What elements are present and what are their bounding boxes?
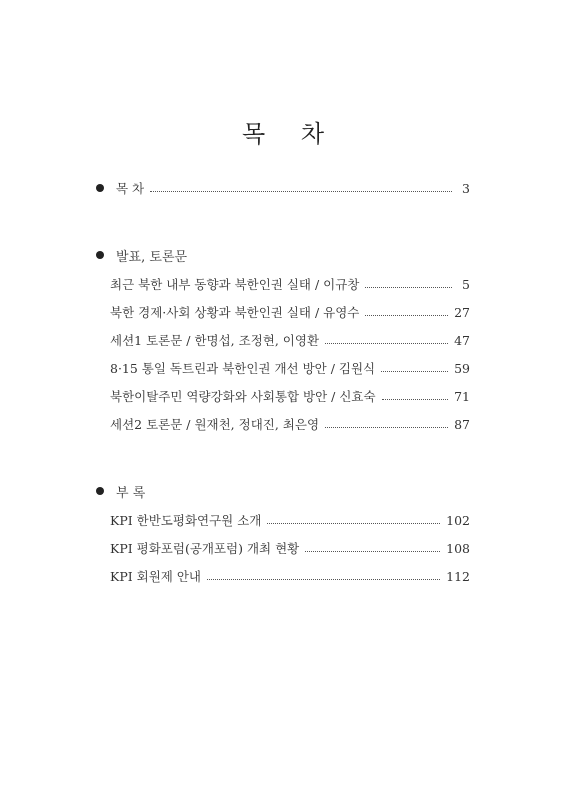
toc-item-page: 5 [462,276,470,292]
toc-entry-contents[interactable] [96,179,470,197]
toc-item-page: 112 [446,568,470,584]
toc-item-text: KPI 평화포럼(공개포럼) 개최 현황 [110,541,300,556]
toc-item-page: 27 [454,304,470,320]
section-heading-presentations [96,246,187,264]
toc-item-text: KPI 회원제 안내 [110,569,202,584]
toc-item-text: 북한 경제·사회 상황과 북한인권 실태 / 유영수 [110,305,360,320]
toc-entry-page: 3 [462,180,470,196]
dot-leader [207,579,440,580]
toc-item-page: 71 [454,388,470,404]
toc-item-text: 8·15 통일 독트린과 북한인권 개선 방안 / 김원식 [110,361,376,376]
toc-item-text: 최근 북한 내부 동향과 북한인권 실태 / 이규창 [110,277,360,292]
toc-item[interactable] [110,331,470,349]
dot-leader [325,427,448,428]
bullet-icon [96,184,104,192]
section-heading-text: 발표, 토론문 [116,249,188,265]
dot-leader [365,287,452,288]
toc-item-page: 108 [446,540,470,556]
toc-item[interactable] [110,303,470,321]
toc-item[interactable] [110,539,470,557]
toc-item-page: 59 [454,360,470,376]
toc-item[interactable] [110,275,470,293]
toc-item-page: 102 [446,512,470,528]
toc-item-page: 47 [454,332,470,348]
dot-leader [382,399,449,400]
dot-leader [305,551,440,552]
toc-item[interactable] [110,567,470,585]
toc-item-text: 세션2 토론문 / 원재천, 정대진, 최은영 [110,417,320,432]
section-heading-appendix [96,482,145,500]
toc-item-text: 세션1 토론문 / 한명섭, 조정현, 이영환 [110,333,320,348]
toc-item-text: KPI 한반도평화연구원 소개 [110,513,262,528]
dot-leader [150,191,452,192]
toc-entry-label: 목 차 [116,181,145,196]
toc-item-text: 북한이탈주민 역량강화와 사회통합 방안 / 신효숙 [110,389,376,404]
bullet-icon [96,251,104,259]
toc-item[interactable] [110,415,470,433]
dot-leader [365,315,448,316]
toc-item[interactable] [110,511,470,529]
dot-leader [325,343,448,344]
page-title: 목 차 [242,120,338,148]
toc-item[interactable] [110,387,470,405]
section-heading-text: 부 록 [116,485,146,501]
dot-leader [267,523,440,524]
dot-leader [381,371,448,372]
toc-item[interactable] [110,359,470,377]
bullet-icon [96,487,104,495]
toc-item-page: 87 [454,416,470,432]
